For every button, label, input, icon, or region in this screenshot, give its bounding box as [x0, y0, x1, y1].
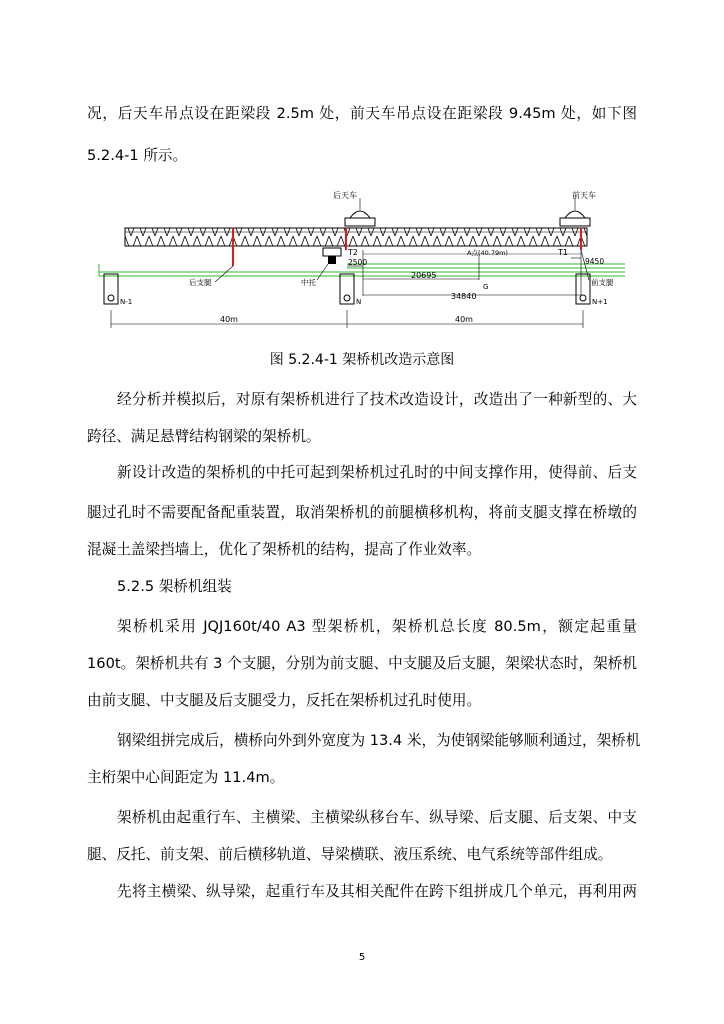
t1-label: T1: [558, 248, 568, 257]
bridge-erecting-machine-diagram: [95, 188, 635, 338]
t2-label: T2: [348, 248, 358, 257]
paragraph-line: 160t。架桥机共有 3 个支腿，分别为前支腿、中支腿及后支腿，架梁状态时，架桥机: [87, 655, 637, 672]
dim-2500: 2500: [348, 258, 368, 267]
span-left-label: 40m: [220, 315, 238, 324]
dimension-lines: [347, 250, 581, 296]
pier-n-plus-1-label: N+1: [592, 298, 608, 306]
rear-trolley-label: 后天车: [333, 191, 357, 200]
rear-trolley: [345, 198, 375, 226]
paragraph-line: 跨径、满足悬臂结构钢梁的架桥机。: [87, 428, 321, 445]
paragraph-line: 腿过孔时不需要配备配重装置，取消架桥机的前腿横移机构，将前支腿支撑在桥墩的: [87, 504, 637, 521]
span-dimension: [111, 310, 583, 328]
section-heading: 5.2.5 架桥机组装: [117, 578, 232, 595]
page-number: 5: [358, 952, 366, 963]
figure-caption: 图 5.2.4-1 架桥机改造示意图: [269, 352, 455, 368]
paragraph-line: 经分析并模拟后，对原有架桥机进行了技术改造设计，改造出了一种新型的、大: [117, 391, 637, 408]
paragraph-line: 主桁架中心间距定为 11.4m。: [87, 769, 285, 786]
main-truss: [125, 228, 587, 246]
paragraph-line: 5.2.4-1 所示。: [87, 147, 188, 164]
front-trolley-label: 前天车: [572, 191, 596, 200]
paragraph-line: 钢梁组拼完成后，横桥向外到外宽度为 13.4 米，为使钢梁能够顺利通过，架桥机: [117, 732, 641, 749]
front-leg-label: 前支腿: [591, 278, 614, 287]
point-g-label: G: [483, 283, 489, 291]
paragraph-line: 新设计改造的架桥机的中托可起到架桥机过孔时的中间支撑作用，使得前、后支: [117, 464, 637, 481]
rear-leg-label: 后支腿: [189, 278, 212, 287]
paragraph-line: 架桥机由起重行车、主横梁、主横梁纵移台车、纵导梁、后支腿、后支架、中支: [117, 809, 637, 826]
paragraph-line: 由前支腿、中支腿及后支腿受力，反托在架桥机过孔时使用。: [87, 692, 482, 709]
counter-support-label: 中托: [301, 278, 316, 287]
counter-support: [323, 248, 341, 264]
pier-n-minus-1: [104, 274, 118, 304]
paragraph-line: 先将主横梁、纵导梁，起重行车及其相关配件在跨下组拼成几个单元，再利用两: [117, 883, 637, 900]
paragraph-line: 架桥机采用 JQJ160t/40 A3 型架桥机，架桥机总长度 80.5m，额定起重量: [117, 618, 637, 635]
front-trolley: [560, 198, 590, 226]
span-right-label: 40m: [455, 315, 473, 324]
dim-34840: 34840: [451, 292, 477, 301]
pier-n-plus-1: [576, 274, 590, 304]
dim-9450: 9450: [585, 257, 605, 266]
paragraph-line: 腿、反托、前支架、前后横移轨道、导梁横联、液压系统、电气系统等部件组成。: [87, 846, 613, 863]
paragraph-line: 况，后天车吊点设在距梁段 2.5m 处，前天车吊点设在距梁段 9.45m 处，如下图: [87, 105, 637, 122]
pier-n-minus-1-label: N-1: [120, 298, 133, 306]
point-a-label: A点(40.79m): [467, 249, 508, 257]
pier-n: [340, 274, 354, 304]
paragraph-line: 混凝土盖梁挡墙上，优化了架桥机的结构，提高了作业效率。: [87, 541, 482, 558]
dim-20695: 20695: [411, 271, 437, 280]
pier-n-label: N: [356, 298, 362, 306]
